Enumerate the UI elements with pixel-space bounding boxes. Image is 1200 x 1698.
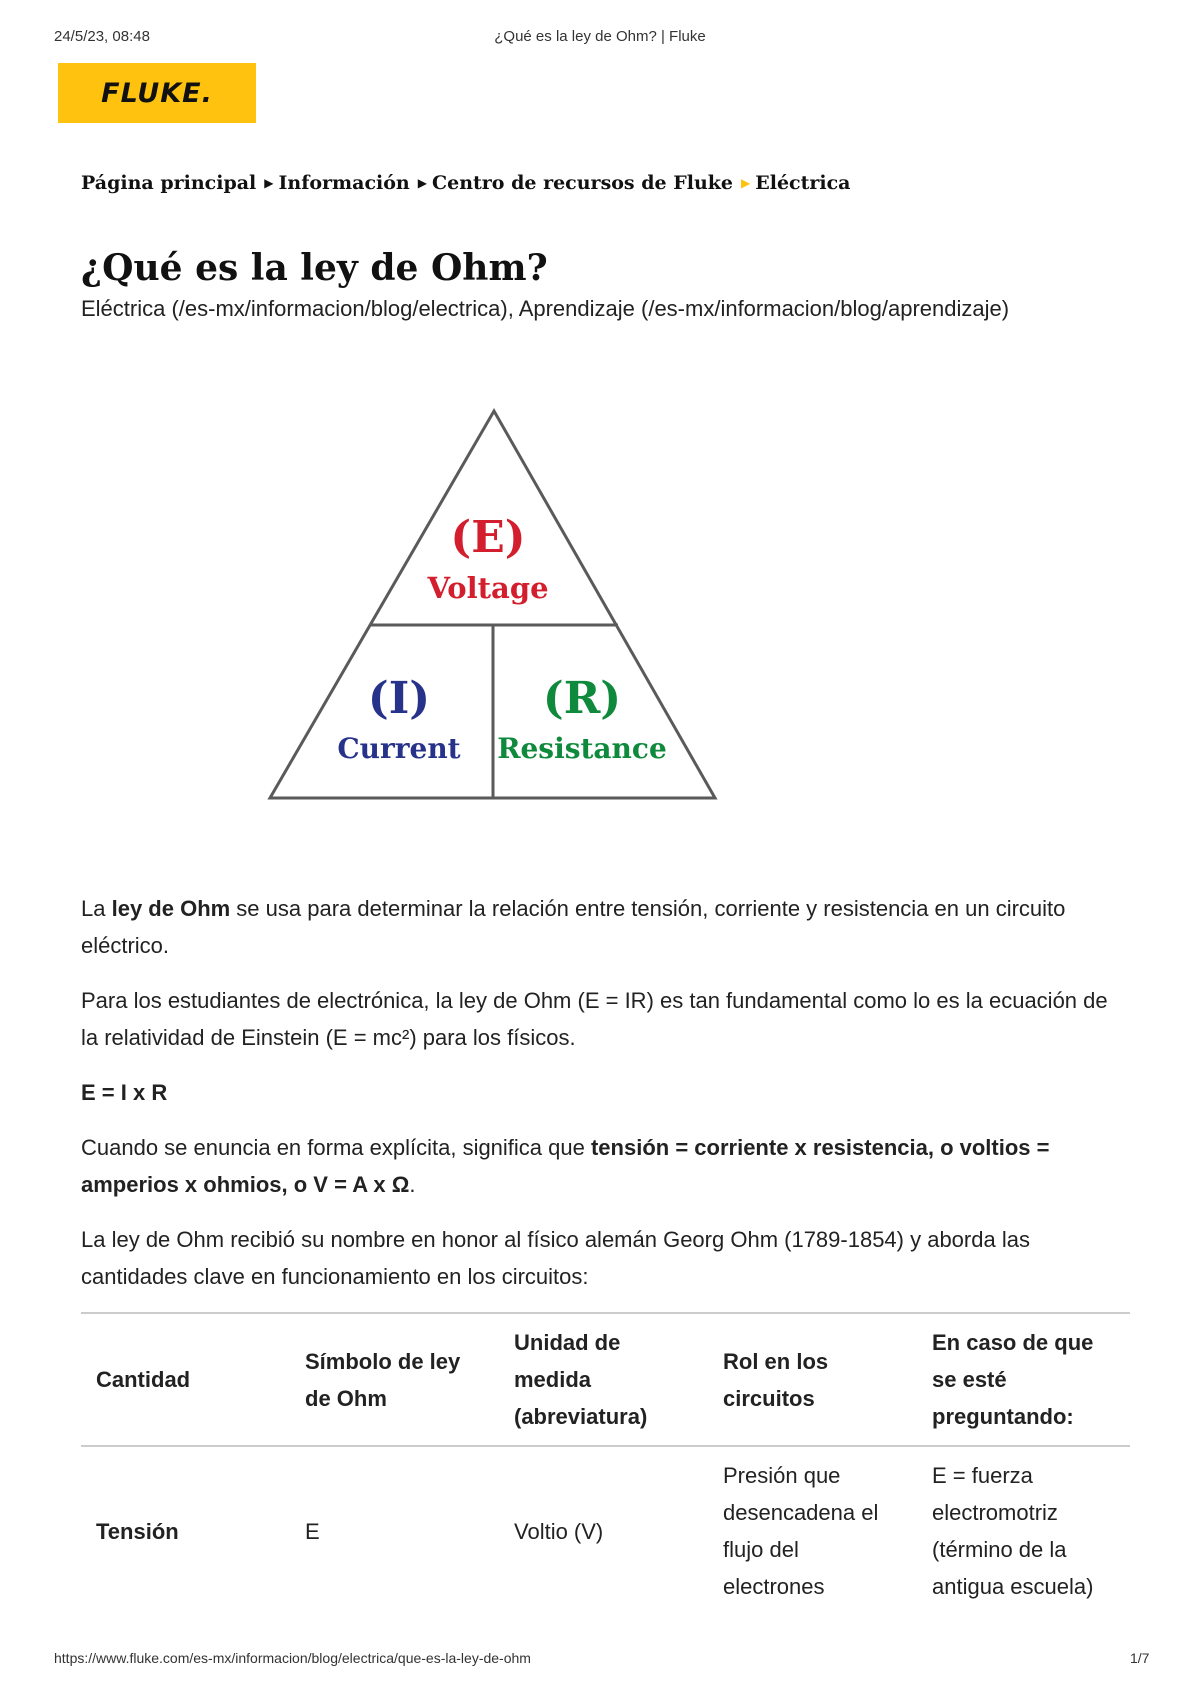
ohm-triangle-diagram <box>262 403 722 808</box>
print-date: 24/5/23, 08:48 <box>54 28 150 45</box>
column-header: Rol en los circuitos <box>723 1348 829 1411</box>
print-header <box>0 28 1200 48</box>
table-header-row <box>81 1313 1130 1446</box>
breadcrumb-home[interactable]: Página principal <box>81 172 257 194</box>
current-symbol: (I) <box>367 673 431 724</box>
explicit-formula: tensión = corriente x resistencia, o voltios = amperios x ohmios, o V = A x Ω <box>81 1135 1050 1197</box>
article-categories[interactable]: Eléctrica (/es-mx/informacion/blog/electrica), Aprendizaje (/es-mx/informacion/blog/aprendizaje) <box>81 296 1010 321</box>
table-cell: E <box>305 1518 320 1544</box>
article-body <box>81 890 1121 1313</box>
page-number: 1/7 <box>1130 1650 1150 1666</box>
table-cell: Tensión <box>96 1518 179 1544</box>
page-title: ¿Qué es la ley de Ohm? <box>81 247 548 289</box>
print-page-title: ¿Qué es la ley de Ohm? | Fluke <box>494 28 706 45</box>
resistance-symbol: (R) <box>542 673 622 724</box>
logo-text: FLUKE. <box>101 77 213 109</box>
column-header: En caso de que se esté preguntando: <box>932 1330 1094 1429</box>
breadcrumb-centro-recursos[interactable]: Centro de recursos de Fluke <box>431 172 734 194</box>
voltage-symbol: (E) <box>450 512 526 563</box>
paragraph-students: Para los estudiantes de electrónica, la ley de Ohm (E = IR) es tan fundamental como lo es la ecuación de la relatividad de Einstein (E = mc²) para los físicos. <box>81 988 1108 1050</box>
voltage-label: Voltage <box>427 571 549 605</box>
table-cell: Voltio (V) <box>514 1518 604 1544</box>
ohm-law-term: ley de Ohm <box>111 896 231 921</box>
paragraph-explicit: Cuando se enuncia en forma explícita, significa que tensión = corriente x resistencia, o voltios = amperios x ohmios, o V = A x Ω. <box>81 1135 1050 1197</box>
chevron-right-icon: ▶ <box>417 176 427 190</box>
column-header: Cantidad <box>96 1367 191 1392</box>
chevron-right-icon: ▶ <box>741 176 751 190</box>
page-url: https://www.fluke.com/es-mx/informacion/blog/electrica/que-es-la-ley-de-ohm <box>54 1650 531 1666</box>
column-header: Unidad de medida (abreviatura) <box>514 1330 648 1429</box>
breadcrumb-informacion[interactable]: Información <box>278 172 410 194</box>
fluke-logo[interactable] <box>58 63 256 123</box>
table-row <box>81 1446 1130 1615</box>
breadcrumb <box>81 172 851 194</box>
chevron-right-icon: ▶ <box>264 176 274 190</box>
current-label: Current <box>337 732 461 765</box>
breadcrumb-electrica[interactable]: Eléctrica <box>755 172 851 194</box>
resistance-label: Resistance <box>497 732 667 765</box>
table-cell: Presión que desencadena el flujo del electrones <box>723 1463 879 1599</box>
column-header: Símbolo de ley de Ohm <box>305 1348 461 1411</box>
table-cell: E = fuerza electromotriz (término de la antigua escuela) <box>932 1463 1094 1599</box>
paragraph-intro: La ley de Ohm se usa para determinar la relación entre tensión, corriente y resistencia en un circuito eléctrico. <box>81 896 1066 958</box>
ohm-quantities-table <box>81 1312 1130 1615</box>
paragraph-history: La ley de Ohm recibió su nombre en honor al físico alemán Georg Ohm (1789-1854) y aborda las cantidades clave en funcionamiento en los circuitos: <box>81 1227 1030 1289</box>
formula: E = I x R <box>81 1080 168 1105</box>
